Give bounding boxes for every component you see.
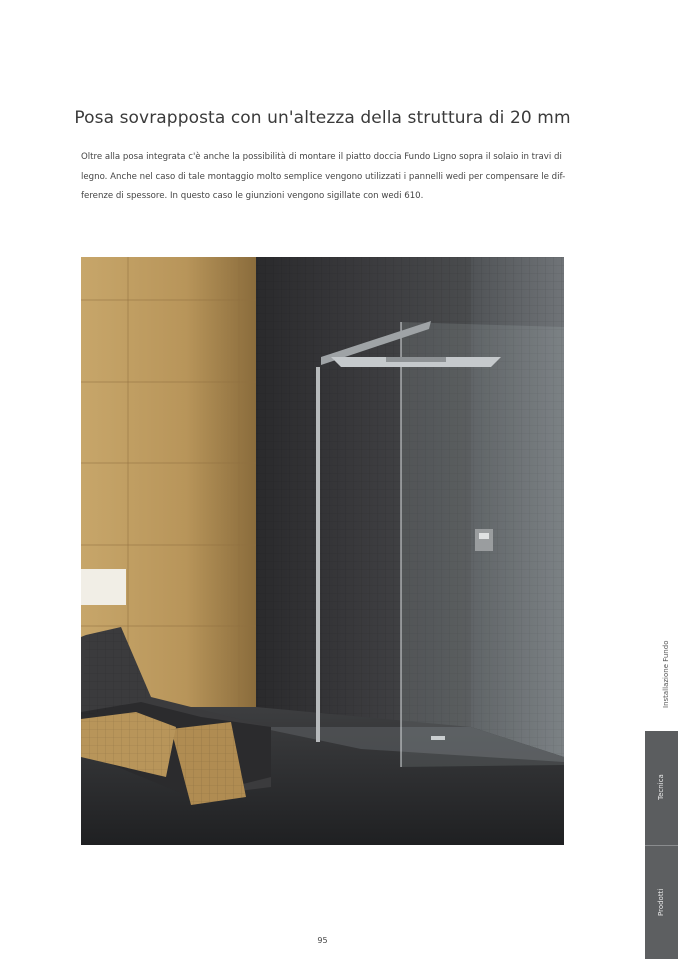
body-paragraph xyxy=(81,148,569,207)
section-label: Installazione Fundo xyxy=(662,640,670,708)
tab-tecnica-label[interactable]: Tecnica xyxy=(657,774,665,800)
paragraph-line: legno. Anche nel caso di tale montaggio molto semplice vengono utilizzati i pannelli wedi per compensare le dif- xyxy=(81,171,566,182)
paragraph-line: ferenze di spessore. In questo caso le giunzioni vengono sigillate con wedi 610. xyxy=(81,191,424,201)
page-number: 95 xyxy=(317,936,328,945)
tab-prodotti-label[interactable]: Prodotti xyxy=(657,888,665,916)
page-title: Posa sovrapposta con un'altezza della struttura di 20 mm xyxy=(74,108,571,128)
shower-photo xyxy=(81,257,564,845)
paragraph-line: Oltre alla posa integrata c'è anche la possibilità di montare il piatto doccia Fundo Ligno sopra il solaio in travi di xyxy=(81,152,562,162)
